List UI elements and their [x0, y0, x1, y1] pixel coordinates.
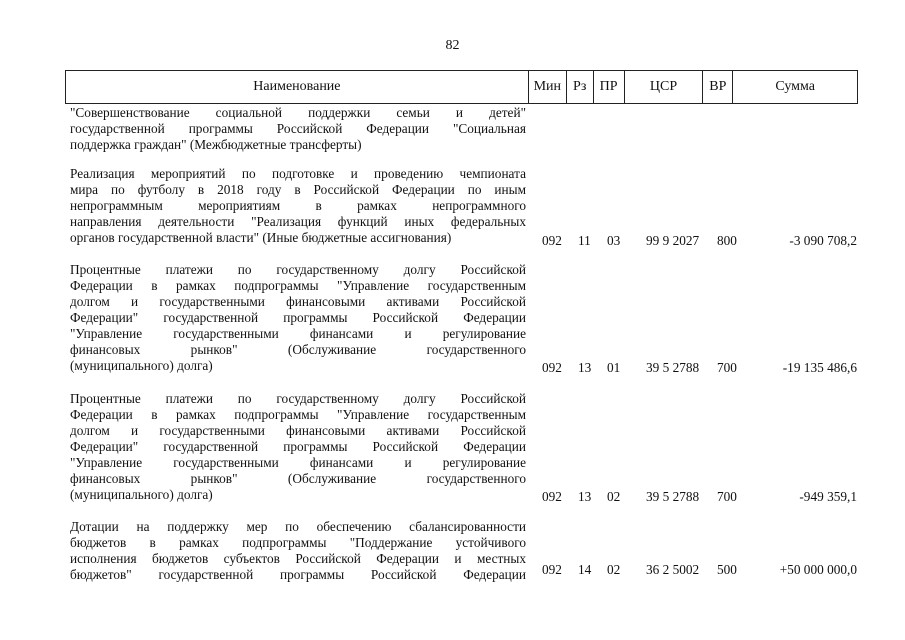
- table-row: [70, 262, 858, 374]
- row-line: бюджетов" государственной программы Российской Федерации: [70, 567, 526, 582]
- row-vr: 700: [717, 489, 737, 504]
- row-rz: 13: [578, 489, 592, 504]
- row-line: мира по футболу в 2018 году в Российской Федерации по иным: [70, 182, 526, 197]
- header-min: Мин: [529, 71, 567, 103]
- header-pr: ПР: [594, 71, 625, 103]
- row-line: Федерации в рамках подпрограммы "Управление государственным: [70, 278, 526, 293]
- row-line: органов государственной власти" (Иные бюджетные ассигнования): [70, 230, 452, 245]
- row-name: [70, 391, 526, 503]
- row-csr: 39 5 2788: [646, 360, 700, 375]
- row-line: Процентные платежи по государственному долгу Российской: [70, 391, 526, 406]
- row-line: долгом и государственными финансовыми активами Российской: [70, 294, 526, 309]
- row-line: бюджетов в рамках подпрограммы "Поддержание устойчивого: [70, 535, 526, 550]
- row-line: Федерации" государственной программы Российской Федерации: [70, 310, 526, 325]
- row-pr: 01: [607, 360, 621, 375]
- row-pr: 03: [607, 233, 621, 248]
- row-vr: 700: [717, 360, 737, 375]
- row-min: 092: [542, 233, 562, 248]
- row-csr: 99 9 2027: [646, 233, 700, 248]
- row-line: финансовых рынков" (Обслуживание государственного: [70, 342, 526, 357]
- row-line: финансовых рынков" (Обслуживание государственного: [70, 471, 526, 486]
- row-line: государственной программы Российской Федерации "Социальная: [70, 121, 526, 136]
- row-line: "Управление государственными финансами и регулирование: [70, 455, 526, 470]
- row-min: 092: [542, 360, 562, 375]
- table-row: [70, 391, 858, 503]
- row-line: Дотации на поддержку мер по обеспечению сбалансированности: [70, 519, 526, 534]
- row-line: Процентные платежи по государственному долгу Российской: [70, 262, 526, 277]
- row-line: Реализация мероприятий по подготовке и проведению чемпионата: [70, 166, 526, 181]
- table-row: [70, 166, 858, 246]
- row-pr: 02: [607, 489, 621, 504]
- row-rz: 14: [578, 562, 592, 577]
- row-vr: 800: [717, 233, 737, 248]
- header-csr: ЦСР: [625, 71, 704, 103]
- row-line: Федерации в рамках подпрограммы "Управление государственным: [70, 407, 526, 422]
- row-sum: -3 090 708,2: [789, 233, 857, 248]
- row-sum: -949 359,1: [799, 489, 857, 504]
- row-name: [70, 262, 526, 374]
- row-rz: 11: [578, 233, 591, 248]
- row-line: "Управление государственными финансами и регулирование: [70, 326, 526, 341]
- row-name: [70, 519, 526, 583]
- row-csr: 36 2 5002: [646, 562, 700, 577]
- row-line: "Совершенствование социальной поддержки семьи и детей": [70, 105, 526, 120]
- table-header: [65, 70, 858, 104]
- row-line: исполнения бюджетов субъектов Российской Федерации и местных: [70, 551, 526, 566]
- table-row: [70, 519, 858, 583]
- row-sum: -19 135 486,6: [782, 360, 857, 375]
- row-line: поддержка граждан" (Межбюджетные трансферты): [70, 137, 362, 152]
- header-vr: ВР: [703, 71, 733, 103]
- row-line: (муниципального) долга): [70, 358, 213, 373]
- row-line: (муниципального) долга): [70, 487, 213, 502]
- header-name: Наименование: [66, 71, 529, 103]
- row-sum: +50 000 000,0: [779, 562, 857, 577]
- page-number: 82: [445, 38, 460, 53]
- row-csr: 39 5 2788: [646, 489, 700, 504]
- table-row: [70, 105, 858, 153]
- row-line: направления деятельности "Реализация функций иных федеральных: [70, 214, 526, 229]
- row-min: 092: [542, 489, 562, 504]
- row-line: Федерации" государственной программы Российской Федерации: [70, 439, 526, 454]
- row-min: 092: [542, 562, 562, 577]
- row-line: долгом и государственными финансовыми активами Российской: [70, 423, 526, 438]
- row-name: [70, 166, 526, 246]
- header-sum: Сумма: [775, 79, 815, 94]
- row-vr: 500: [717, 562, 737, 577]
- row-pr: 02: [607, 562, 621, 577]
- header-rz: Рз: [567, 71, 594, 103]
- row-line: непрограммным мероприятиям в рамках непрограммного: [70, 198, 526, 213]
- row-rz: 13: [578, 360, 592, 375]
- row-name: [70, 105, 526, 153]
